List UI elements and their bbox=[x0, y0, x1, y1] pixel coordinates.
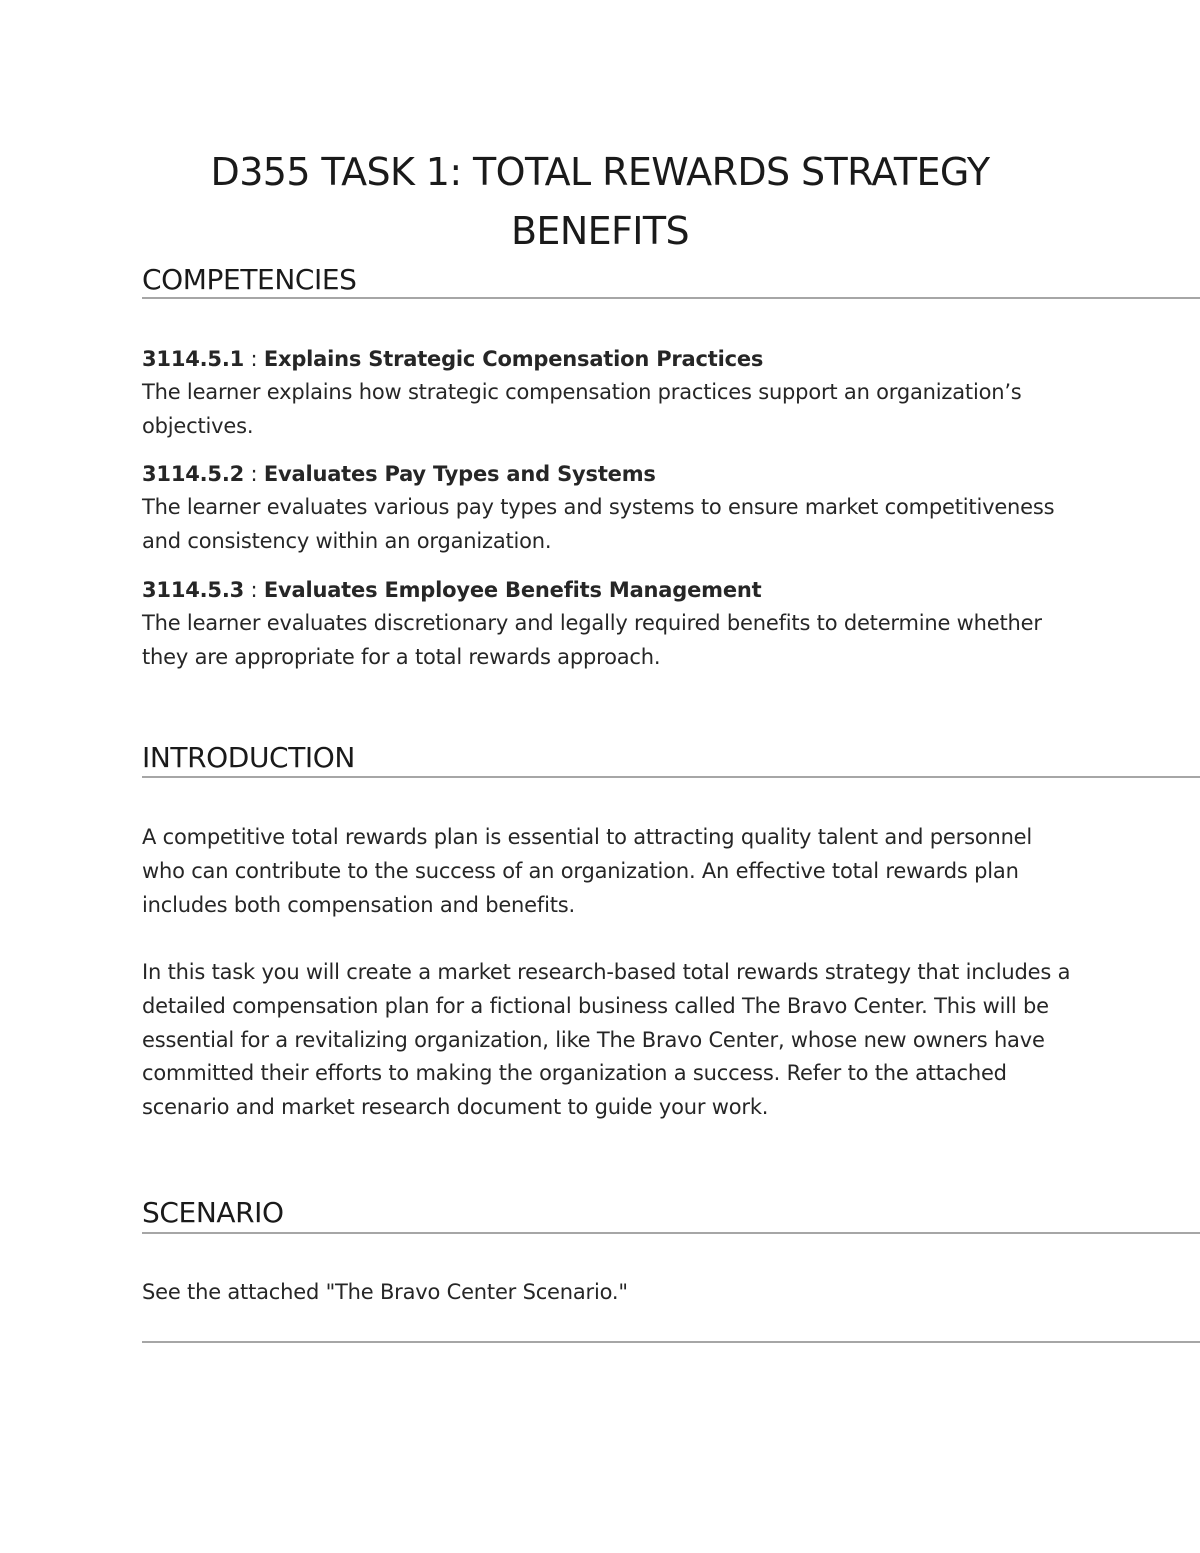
scenario-heading: SCENARIO bbox=[142, 1196, 284, 1229]
competency-description: The learner explains how strategic compensation practices support an organization’s objectives. bbox=[142, 380, 1022, 438]
introduction-divider bbox=[142, 776, 1200, 778]
scenario-divider bbox=[142, 1232, 1200, 1234]
competency-separator: : bbox=[244, 578, 264, 602]
introduction-heading: INTRODUCTION bbox=[142, 741, 355, 774]
introduction-paragraph: In this task you will create a market research-based total rewards strategy that includes a detailed compensation plan for a fictional business called The Bravo Center. This will be essential for a revitalizing organization, like The Bravo Center, whose new owners have committed their efforts to making the organization a success. Refer to the attached scenario and market research document to guide your work. bbox=[142, 960, 1071, 1120]
competency-name: Evaluates Employee Benefits Management bbox=[263, 578, 762, 602]
competency-title bbox=[142, 575, 761, 605]
competency-name: Explains Strategic Compensation Practices bbox=[263, 347, 764, 371]
competency-title bbox=[142, 459, 656, 489]
document-title-line-1: D355 TASK 1: TOTAL REWARDS STRATEGY bbox=[210, 150, 990, 194]
competencies-divider bbox=[142, 297, 1200, 299]
competency-separator: : bbox=[244, 347, 264, 371]
document-title-line-2: BENEFITS bbox=[510, 209, 690, 253]
competency-description: The learner evaluates discretionary and legally required benefits to determine whether they are appropriate for a total rewards approach. bbox=[142, 611, 1042, 669]
scenario-text: See the attached "The Bravo Center Scenario." bbox=[142, 1280, 628, 1304]
section-end-divider bbox=[142, 1341, 1200, 1343]
competency-code: 3114.5.2 bbox=[142, 462, 245, 486]
competency-title bbox=[142, 344, 763, 374]
competency-separator: : bbox=[244, 462, 264, 486]
competencies-heading: COMPETENCIES bbox=[142, 263, 357, 296]
introduction-paragraph: A competitive total rewards plan is essential to attracting quality talent and personnel who can contribute to the success of an organization. An effective total rewards plan includes both compensation and benefits. bbox=[142, 825, 1033, 917]
competency-description: The learner evaluates various pay types and systems to ensure market competitiveness and consistency within an organization. bbox=[142, 495, 1055, 553]
competency-code: 3114.5.3 bbox=[142, 578, 245, 602]
competency-code: 3114.5.1 bbox=[142, 347, 245, 371]
competency-name: Evaluates Pay Types and Systems bbox=[263, 462, 656, 486]
